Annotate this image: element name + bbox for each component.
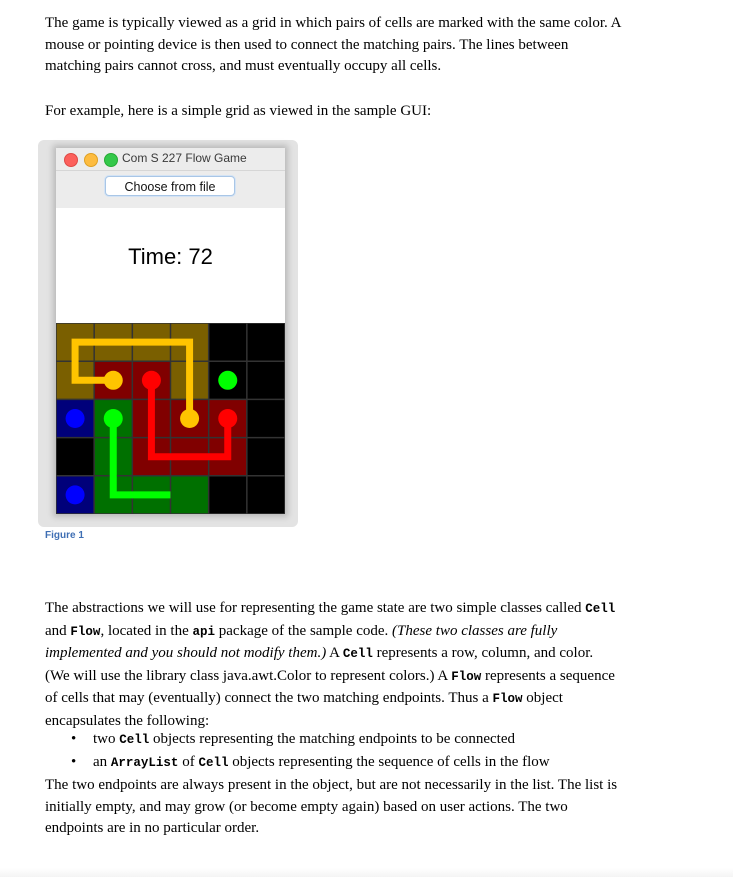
- text-run: initially empty, and may grow (or become empty again) based on user actions. The two: [45, 798, 568, 815]
- yellow-flow-endpoint[interactable]: [104, 371, 123, 390]
- code-flow: Flow: [492, 692, 523, 706]
- title-bar: [56, 148, 285, 171]
- text-run: The abstractions we will use for representing the game state are two simple classes called: [45, 600, 586, 616]
- text-run: of: [178, 753, 199, 770]
- italic-note: implemented and you should not modify them.): [45, 645, 327, 661]
- grid-cell[interactable]: [247, 476, 285, 514]
- text-run: A: [326, 645, 343, 661]
- intro-line-2: mouse or pointing device is then used to connect the matching pairs. The lines between: [45, 36, 569, 53]
- text-run: represents a row, column, and color.: [372, 645, 594, 661]
- bullet-icon: •: [71, 753, 77, 770]
- code-flow: Flow: [70, 624, 101, 639]
- text-run: (We will use the library class java.awt.Color to represent colors.) A: [45, 667, 452, 684]
- example-paragraph: For example, here is a simple grid as viewed in the sample GUI:: [45, 103, 432, 119]
- yellow-flow-endpoint[interactable]: [180, 409, 199, 428]
- intro-line-1: The game is typically viewed as a grid in which pairs of cells are marked with the same color. A: [45, 15, 622, 31]
- intro-line-3: matching pairs cannot cross, and must eventually occupy all cells.: [45, 58, 442, 74]
- text-run: of cells that may (eventually) connect the two matching endpoints. Thus a: [45, 690, 493, 706]
- closing-paragraph: [45, 775, 685, 840]
- text-run: package of the sample code.: [215, 622, 393, 639]
- blue-flow-endpoint[interactable]: [66, 485, 85, 504]
- toolbar: [56, 171, 285, 208]
- timer-panel: [56, 208, 285, 323]
- grid-cell[interactable]: [171, 476, 210, 514]
- page-edge: [0, 868, 733, 877]
- app-window: [56, 148, 285, 514]
- choose-from-file-button[interactable]: Choose from file: [105, 176, 235, 196]
- grid-cell[interactable]: [209, 476, 248, 514]
- zoom-window-button[interactable]: [104, 153, 118, 167]
- list-item: [45, 752, 685, 775]
- code-arraylist: ArrayList: [110, 755, 179, 770]
- abstractions-paragraph: [45, 598, 685, 732]
- red-flow-endpoint[interactable]: [218, 409, 237, 428]
- code-cell: Cell: [342, 647, 373, 661]
- list-item: [45, 729, 685, 752]
- bullet-list: [45, 729, 685, 774]
- text-run: represents a sequence: [481, 667, 615, 684]
- figure-caption: Figure 1: [45, 530, 84, 541]
- grid-cell[interactable]: [247, 399, 285, 438]
- code-cell: Cell: [585, 602, 616, 616]
- code-cell: Cell: [198, 755, 229, 770]
- intro-paragraph: [45, 13, 685, 78]
- green-flow-endpoint[interactable]: [104, 409, 123, 428]
- grid-cell[interactable]: [247, 323, 285, 362]
- game-grid[interactable]: [56, 323, 285, 514]
- italic-note: (These two classes are fully: [392, 622, 558, 639]
- code-api: api: [192, 624, 216, 639]
- blue-flow-endpoint[interactable]: [66, 409, 85, 428]
- text-run: an: [93, 753, 111, 770]
- window-title: Com S 227 Flow Game: [122, 151, 247, 165]
- code-cell: Cell: [119, 733, 150, 747]
- text-run: objects representing the matching endpoints to be connected: [149, 731, 515, 747]
- red-flow-endpoint[interactable]: [142, 371, 161, 390]
- text-run: and: [45, 622, 71, 639]
- bullet-icon: •: [71, 731, 77, 747]
- text-run: , located in the: [100, 622, 193, 639]
- text-run: encapsulates the following:: [45, 712, 210, 729]
- green-flow-endpoint[interactable]: [218, 371, 237, 390]
- minimize-window-button[interactable]: [84, 153, 98, 167]
- text-run: objects representing the sequence of cells in the flow: [228, 753, 550, 770]
- timer-label: Time: 72: [128, 244, 213, 269]
- code-flow: Flow: [451, 669, 482, 684]
- grid-cell[interactable]: [56, 438, 95, 477]
- grid-cell[interactable]: [247, 438, 285, 477]
- close-window-button[interactable]: [64, 153, 78, 167]
- text-run: two: [93, 731, 120, 747]
- text-run: The two endpoints are always present in the object, but are not necessarily in the list. The list is: [45, 777, 618, 793]
- grid-cell[interactable]: [209, 323, 248, 362]
- text-run: object: [522, 690, 563, 706]
- grid-cell[interactable]: [247, 361, 285, 400]
- text-run: endpoints are in no particular order.: [45, 820, 260, 836]
